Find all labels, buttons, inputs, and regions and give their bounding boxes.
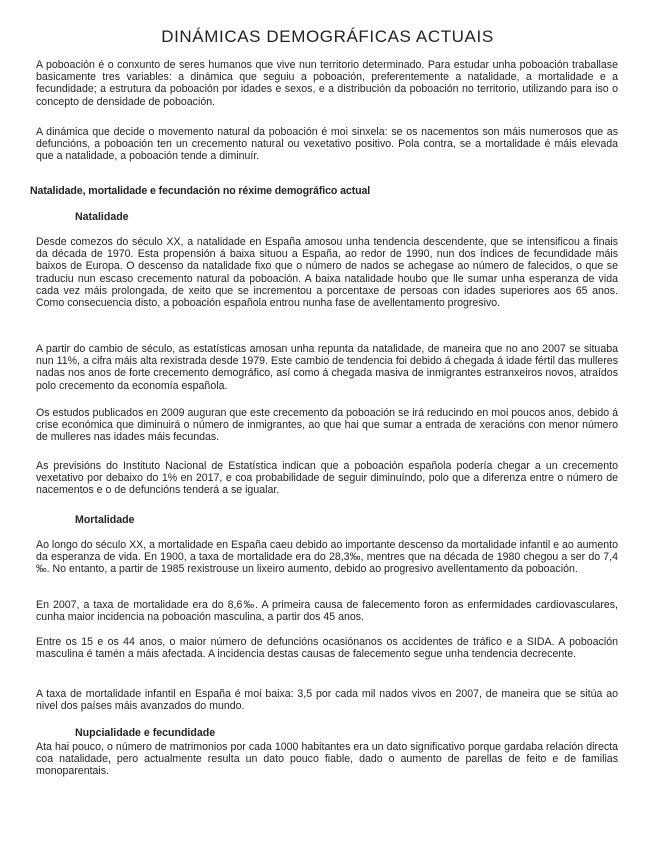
natalidade-heading: Natalidade	[75, 211, 129, 223]
mortalidade-paragraph-2: En 2007, a taxa de mortalidade era do 8,6‰. A primeira causa de falecemento foron as enfermidades cardiovasculares, cunha maior incidencia na poboación masculina, a partir dos 45 anos.	[36, 599, 618, 624]
nupcialidade-heading: Nupcialidade e fecundidade	[75, 727, 216, 739]
intro-paragraph-1: A poboación é o conxunto de seres humanos que vive nun territorio determinado. Para estudar unha poboación traballase basicamente tres variables: a dinámica que seguiu a poboación, preferentemente a natalidade, a mortalidade e a fecundidade; a estrutura da poboación por idades e sexos, e a distribución da poboación no territorio, utilizando para iso o concepto de densidade de poboación.	[36, 59, 618, 108]
natalidade-paragraph-1: Desde comezos do século XX, a natalidade en España amosou unha tendencia descendente, que se intensificou a finais da década de 1970. Esta propensión á baixa situou a España, ao redor de 1990, nun dos índices de fecundidade máis baixos de Europa. O descenso da natalidade fixo que o número de nados se achegase ao número de falecidos, o que se traduciu nun escaso crecemento natural da poboación. A baixa natalidade houbo que lle sumar unha esperanza de vida cada vez máis prolongada, de xeito que se incrementou a porcentaxe de persoas con idades superiores aos 65 anos. Como consecuencia disto, a poboación española entrou nunha fase de avellentamento progresivo.	[36, 236, 618, 310]
natalidade-paragraph-2: A partir do cambio de século, as estatísticas amosan unha repunta da natalidade, de maneira que no ano 2007 se situaba nun 11%, a cifra máis alta rexistrada desde 1979. Este cambio de tendencia foi debido á chegada á idade fértil das mulleres nadas nos anos de forte crecemento demográfico, así como á chegada masiva de inmigrantes estranxeiros novos, atraídos polo crecemento da economía española.	[36, 343, 618, 392]
mortalidade-paragraph-4: A taxa de mortalidade infantil en España é moi baixa: 3,5 por cada mil nados vivos en 2007, de maneira que se sitúa ao nivel dos países máis avanzados do mundo.	[36, 688, 618, 713]
page-title: DINÁMICAS DEMOGRÁFICAS ACTUAIS	[161, 27, 494, 46]
intro-paragraph-2: A dinámica que decide o movemento natural da poboación é moi sinxela: se os nacementos son máis numerosos que as defuncións, a poboación ten un crecemento natural ou vexetativo positivo. Pola contra, se a mortalidade é máis elevada que a natalidade, a poboación tende a diminuír.	[36, 126, 618, 163]
section-title: Natalidade, mortalidade e fecundación no réxime demográfico actual	[30, 185, 371, 197]
natalidade-paragraph-3: Os estudos publicados en 2009 auguran que este crecemento da poboación se irá reducindo en moi poucos anos, debido á crise económica que diminuirá o número de inmigrantes, ao que hai que sumar a entrada de xeracións con menor número de mulleres nas idades máis fecundas.	[36, 407, 618, 444]
natalidade-paragraph-4: As previsións do Instituto Nacional de Estatística indican que a poboación española podería chegar a un crecemento vexetativo por debaixo do 1% en 2017, e coa probabilidade de seguir diminuíndo, polo que a diferenza entre o número de nacementos e o de defuncións tenderá a se igualar.	[36, 460, 618, 497]
nupcialidade-paragraph-1: Ata hai pouco, o número de matrimonios por cada 1000 habitantes era un dato significativo porque gardaba relación directa coa natalidade, pero actualmente resulta un dato pouco fiable, dado o aumento de parellas de feito e de familias monoparentais.	[36, 741, 618, 778]
mortalidade-paragraph-3: Entre os 15 e os 44 anos, o maior número de defuncións ocasiónanos os accidentes de tráfico e a SIDA. A poboación masculina é tamén a máis afectada. A incidencia destas causas de falecemento segue unha tendencia decrecente.	[36, 636, 618, 661]
mortalidade-heading: Mortalidade	[75, 514, 135, 526]
mortalidade-paragraph-1: Ao longo do século XX, a mortalidade en España caeu debido ao importante descenso da mortalidade infantil e ao aumento da esperanza de vida. En 1900, a taxa de mortalidade era do 28,3‰, mentres que na década de 1980 chegou a ser do 7,4 ‰. No entanto, a partir de 1985 rexistrouse un lixeiro aumento, debido ao progresivo avellentamento da poboación.	[36, 539, 618, 576]
